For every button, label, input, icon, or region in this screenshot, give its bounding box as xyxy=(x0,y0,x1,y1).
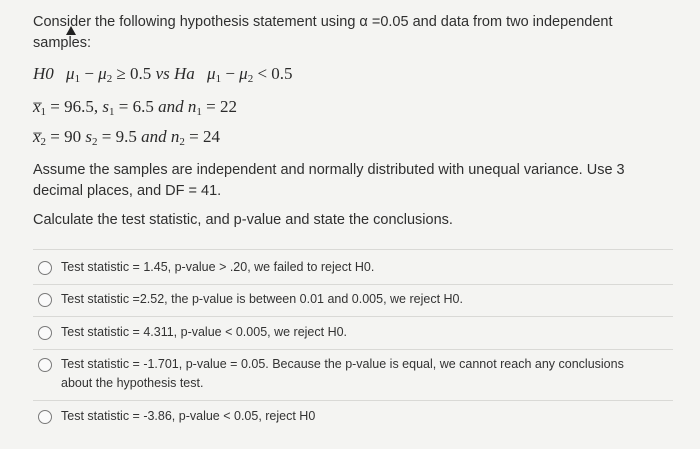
answer-option-label: Test statistic = -1.701, p-value = 0.05. Because the p-value is equal, we cannot reach any conclusions about the hypothesis test. xyxy=(61,357,624,390)
mu-symbol: μ xyxy=(98,64,107,83)
divider xyxy=(33,349,673,350)
s-symbol: s xyxy=(102,97,110,116)
vs-text: vs xyxy=(155,64,170,83)
radio-button[interactable] xyxy=(38,326,52,340)
answer-option-1[interactable] xyxy=(33,258,673,277)
answer-option-label: Test statistic =2.52, the p-value is between 0.01 and 0.005, we reject H0. xyxy=(61,292,463,306)
instruction-text: Calculate the test statistic, and p-value and state the conclusions. xyxy=(33,212,453,228)
answer-option-4[interactable] xyxy=(33,355,673,393)
subscript: 1 xyxy=(109,106,115,118)
divider xyxy=(33,249,673,250)
lt-value: < 0.5 xyxy=(257,64,293,83)
minus-sign: − xyxy=(84,64,94,83)
h0-symbol: H0 xyxy=(33,64,54,83)
answer-option-3[interactable] xyxy=(33,323,673,342)
hypothesis-statement xyxy=(33,64,293,85)
radio-button[interactable] xyxy=(38,358,52,372)
subscript: 2 xyxy=(92,136,98,148)
answer-option-label: Test statistic = 4.311, p-value < 0.005, we reject H0. xyxy=(61,325,348,339)
subscript: 2 xyxy=(179,136,185,148)
divider xyxy=(33,400,673,401)
radio-button[interactable] xyxy=(38,261,52,275)
subscript: 1 xyxy=(196,106,202,118)
question-prompt: Consider the following hypothesis statement using α =0.05 and data from two independent samples: xyxy=(33,14,613,51)
minus-sign: − xyxy=(225,64,235,83)
answer-option-label: Test statistic = 1.45, p-value > .20, we failed to reject H0. xyxy=(61,260,375,274)
and-n-text: and n xyxy=(158,97,197,116)
subscript: 2 xyxy=(106,73,113,85)
assumption-text: Assume the samples are independent and normally distributed with unequal variance. Use 3 decimal places, and DF = 41. xyxy=(33,162,625,199)
radio-button[interactable] xyxy=(38,293,52,307)
xbar-symbol: x̅ xyxy=(33,127,41,146)
divider xyxy=(33,284,673,285)
sd-value: = 6.5 xyxy=(118,97,154,116)
subscript: 1 xyxy=(215,73,222,85)
divider xyxy=(33,316,673,317)
answer-option-5[interactable] xyxy=(33,407,673,426)
mu-symbol: μ xyxy=(207,64,216,83)
sd-value: = 9.5 xyxy=(101,127,137,146)
mean-value: = 90 xyxy=(50,127,82,146)
radio-button[interactable] xyxy=(38,410,52,424)
mu-symbol: μ xyxy=(66,64,75,83)
subscript: 2 xyxy=(247,73,254,85)
n-value: = 24 xyxy=(189,127,220,146)
subscript: 2 xyxy=(40,136,47,148)
sample2-stats xyxy=(33,127,220,148)
and-n-text: and n xyxy=(141,127,180,146)
answer-option-2[interactable] xyxy=(33,290,673,309)
subscript: 1 xyxy=(74,73,81,85)
mean-value: = 96.5, xyxy=(50,97,99,116)
n-value: = 22 xyxy=(206,97,237,116)
sample1-stats xyxy=(33,97,237,118)
s-symbol: s xyxy=(85,127,93,146)
answer-option-label: Test statistic = -3.86, p-value < 0.05, reject H0 xyxy=(61,409,316,423)
geq-value: ≥ 0.5 xyxy=(116,64,152,83)
mu-symbol: μ xyxy=(239,64,248,83)
mouse-cursor-icon xyxy=(66,26,76,35)
xbar-symbol: x̅ xyxy=(33,97,41,116)
ha-symbol: Ha xyxy=(173,64,195,83)
subscript: 1 xyxy=(40,106,47,118)
